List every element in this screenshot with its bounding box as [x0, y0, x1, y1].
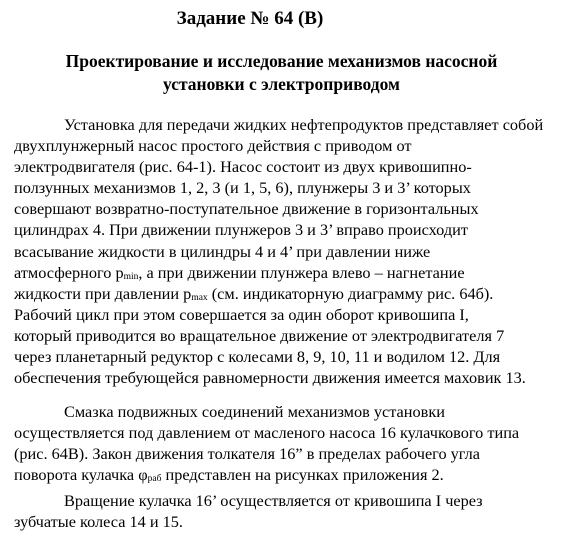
text-line: [14, 283, 554, 304]
text-line: через планетарный редуктор с колесами 8, 9, 10, 11 и водилом 12. Для: [14, 347, 501, 367]
text-line: зубчатые колеса 14 и 15.: [14, 512, 183, 532]
subtitle-line-1: Проектирование и исследование механизмов насосной: [65, 51, 498, 71]
subscript-max: max: [191, 292, 208, 303]
text-segment: жидкости при давлении p: [14, 283, 192, 303]
subscript-rab: раб: [147, 474, 162, 485]
text-line: ползунных механизмов 1, 2, 3 (и 1, 5, 6), плунжеры 3 и 3’ которых: [14, 178, 471, 198]
text-line: обеспечения требующейся равномерности движения имеется маховик 13.: [14, 368, 526, 388]
paragraph-lubrication: [14, 401, 554, 485]
text-line: Установка для передачи жидких нефтепродуктов представляет собой: [64, 115, 544, 134]
text-line: (рис. 64В). Закон движения толкателя 16” в пределах рабочего угла: [14, 444, 480, 464]
text-line: всасывание жидкости в цилиндры 4 и 4’ при давлении ниже: [14, 241, 431, 261]
text-segment: представлен на рисунках приложения 2.: [161, 465, 444, 485]
text-line: совершают возвратно-поступательное движение в горизонтальных: [14, 199, 479, 219]
paragraph-installation: [14, 114, 554, 388]
text-line: электродвигателя (рис. 64-1). Насос состоит из двух кривошипно-: [14, 157, 472, 177]
text-line: двухплунжерный насос простого действия с приводом от: [14, 136, 412, 156]
text-line: Смазка подвижных соединений механизмов установки: [64, 402, 445, 421]
text-line: Вращение кулачка 16’ осуществляется от кривошипа I через: [64, 491, 483, 510]
assignment-title: Задание № 64 (В): [176, 8, 324, 29]
text-line: цилиндрах 4. При движении плунжеров 3 и 3’ вправо происходит: [14, 220, 468, 240]
text-line: который приводится во вращательное движение от электродвигателя 7: [14, 325, 505, 345]
text-segment: поворота кулачка φ: [14, 465, 148, 485]
subscript-min: min: [123, 271, 139, 282]
text-line: [14, 464, 554, 485]
text-segment: атмосферного p: [14, 262, 124, 282]
subtitle-line-2: установки с электроприводом: [163, 74, 400, 94]
document-subtitle: [0, 50, 563, 96]
paragraph-cam-rotation: [14, 490, 554, 532]
text-line: [14, 262, 554, 283]
text-segment: , а при движении плунжера влево – нагнетание: [138, 262, 465, 282]
text-segment: (см. индикаторную диаграмму рис. 64б).: [207, 283, 494, 303]
text-line: Рабочий цикл при этом совершается за один оборот кривошипа I,: [14, 304, 469, 324]
text-line: осуществляется под давлением от масленого насоса 16 кулачкового типа: [14, 423, 520, 443]
